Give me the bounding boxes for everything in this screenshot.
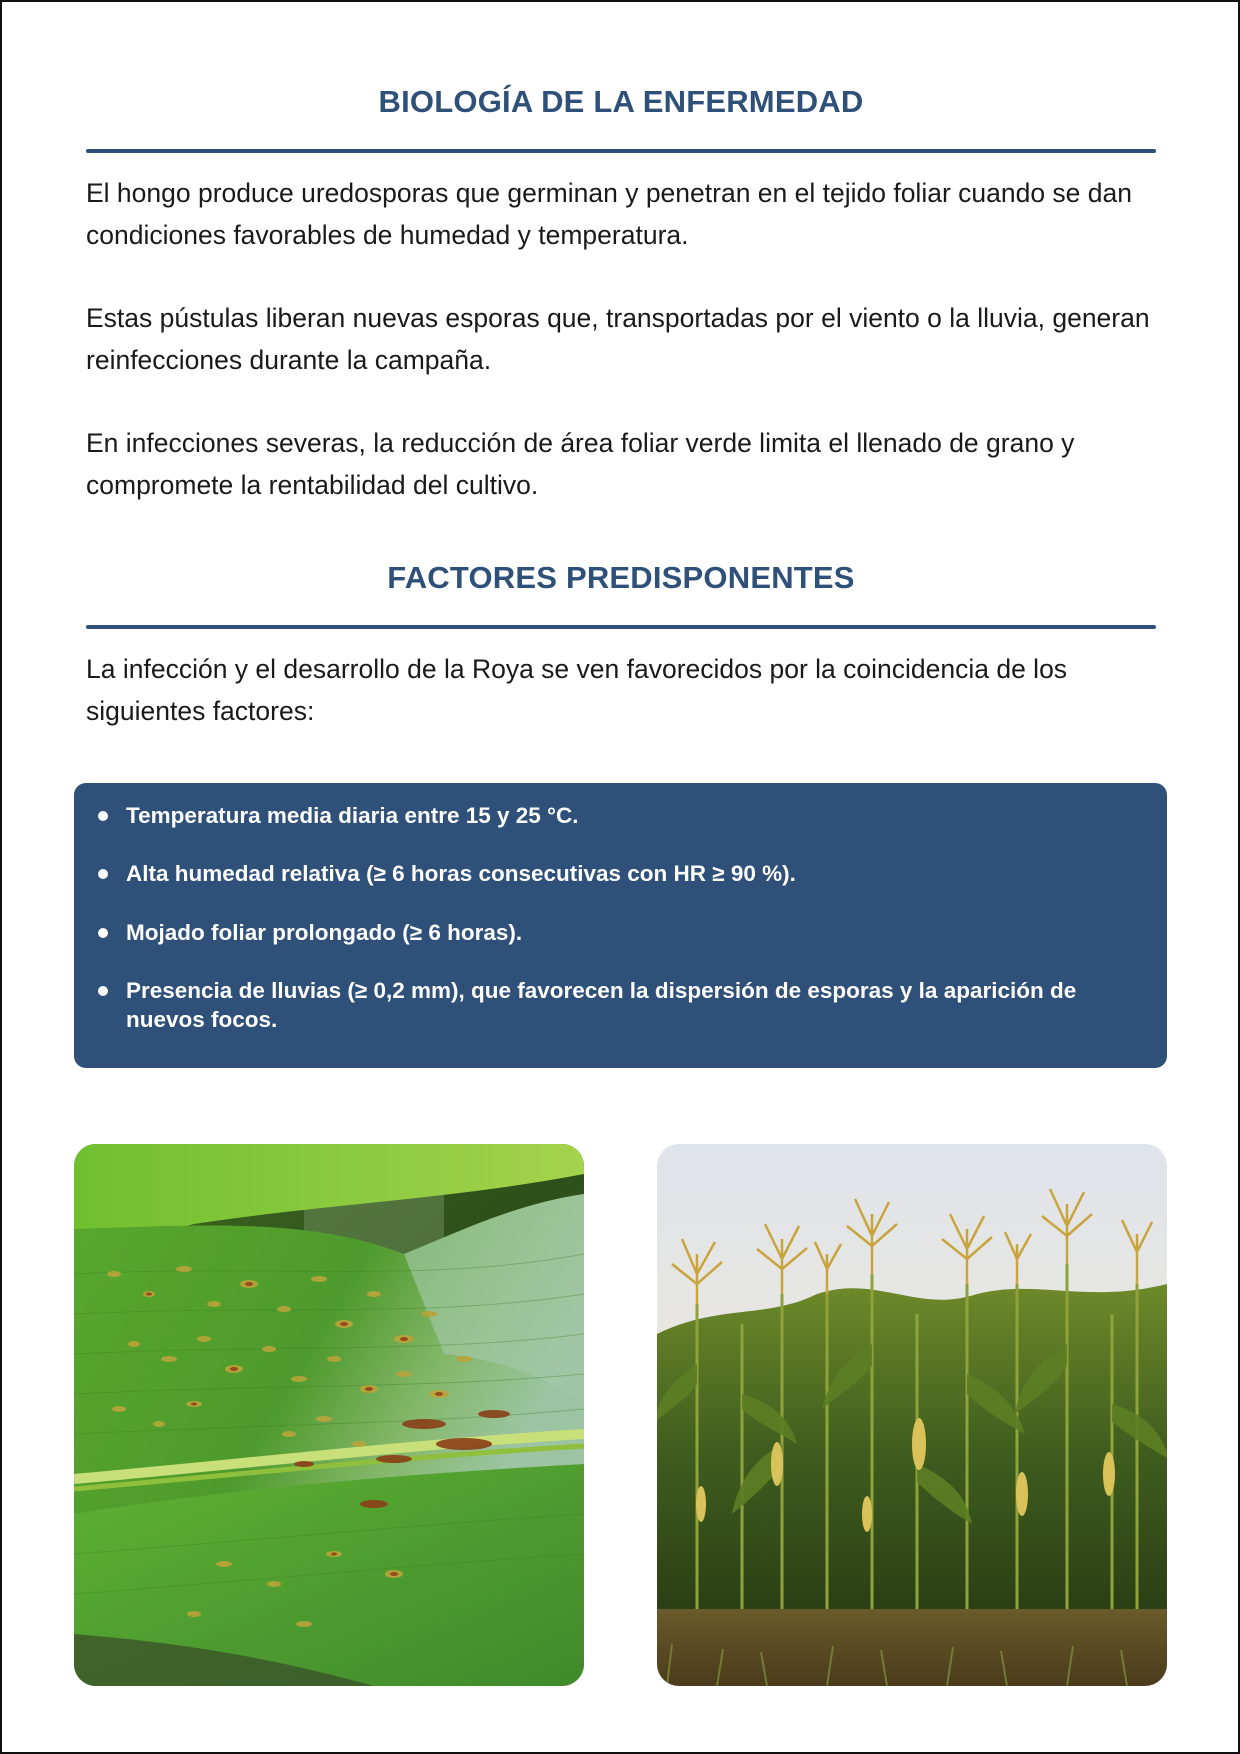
bullet-icon [98,811,108,821]
corn-field-photo [657,1144,1167,1686]
bullet-icon [98,928,108,938]
biology-paragraph-1: El hongo produce uredosporas que germinan y penetran en el tejido foliar cuando se dan condiciones favorables de humedad y temperatura. [86,178,1132,250]
biology-title-rule [86,149,1156,153]
factor-item-text: Alta humedad relativa (≥ 6 horas consecutivas con HR ≥ 90 %). [126,861,796,886]
factors-box [74,783,1167,1068]
bullet-icon [98,869,108,879]
biology-paragraph-3: En infecciones severas, la reducción de área foliar verde limita el llenado de grano y compromete la rentabilidad del cultivo. [86,428,1075,500]
factors-intro: La infección y el desarrollo de la Roya se ven favorecidos por la coincidencia de los siguientes factores: [86,654,1068,726]
factor-item-text: Presencia de lluvias (≥ 0,2 mm), que favorecen la dispersión de esporas y la aparición de nuevos focos. [126,978,1077,1032]
factors-title: FACTORES PREDISPONENTES [387,560,855,595]
factors-title-rule [86,625,1156,629]
bullet-icon [98,986,108,996]
factor-item-text: Temperatura media diaria entre 15 y 25 °C. [126,803,579,828]
biology-title: BIOLOGÍA DE LA ENFERMEDAD [378,84,864,119]
rust-leaf-photo [74,1144,584,1686]
biology-paragraph-2: Estas pústulas liberan nuevas esporas que, transportadas por el viento o la lluvia, generan reinfecciones durante la campaña. [86,303,1150,375]
factor-item-text: Mojado foliar prolongado (≥ 6 horas). [126,920,523,945]
